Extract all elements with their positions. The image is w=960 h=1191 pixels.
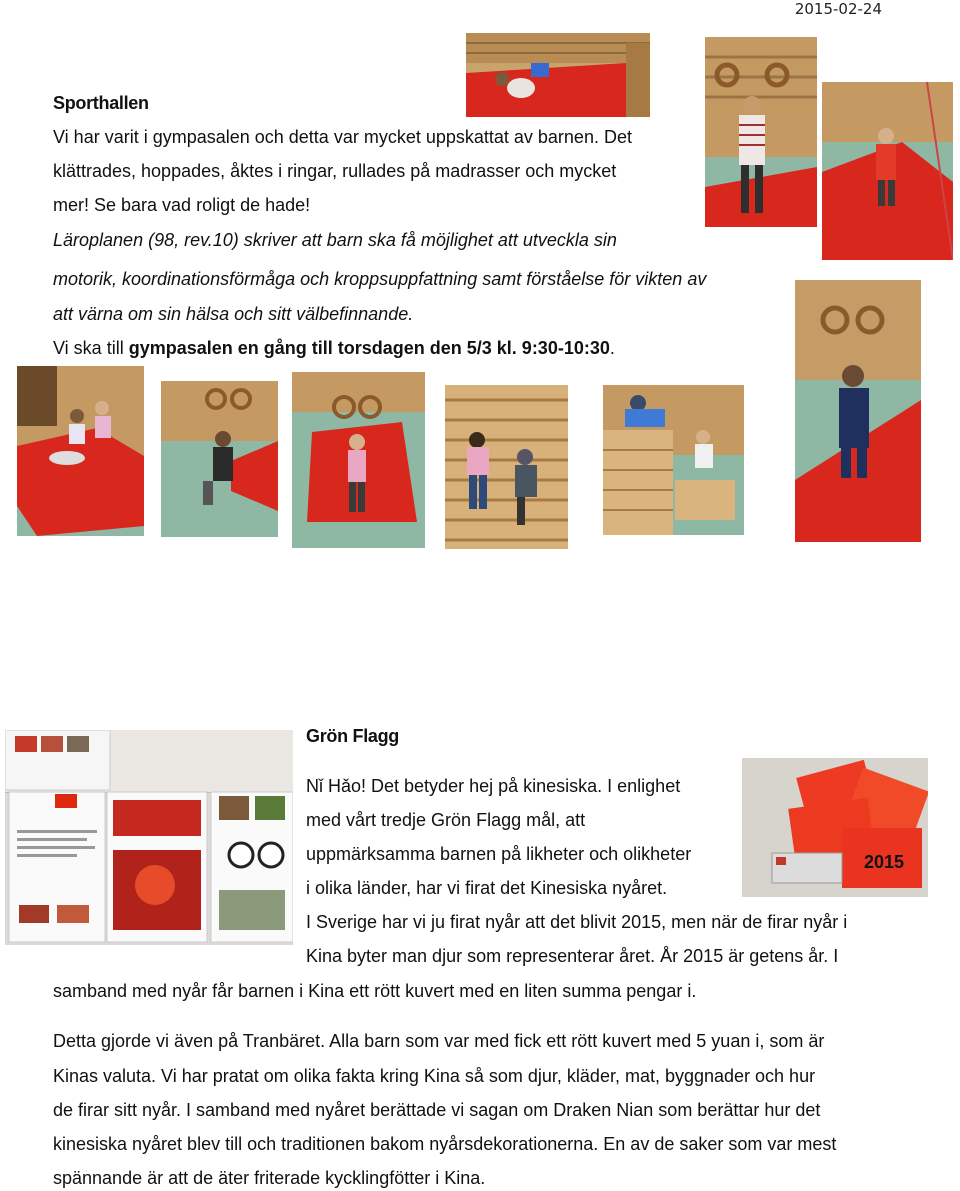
gron-flagg-heading: Grön Flagg [306, 726, 399, 746]
photo-children-on-vaulting-box [603, 385, 744, 535]
sporthallen-line-3: mer! Se bara vad roligt de hade! [53, 195, 311, 215]
sporthallen-line-1: Vi har varit i gympasalen och detta var mycket uppskattat av barnen. Det [53, 127, 632, 147]
sporthallen-heading: Sporthallen [53, 93, 149, 113]
page-date: 2015-02-24 [794, 0, 882, 18]
photo-children-climbing-wall-bars [445, 385, 568, 549]
photo-china-poster-wall [5, 730, 293, 945]
gron-flagg-line-2: med vårt tredje Grön Flagg mål, att [306, 810, 586, 830]
next-visit-date: gympasalen en gång till torsdagen den 5/3 kl. 9:30-10:30 [128, 338, 610, 358]
next-visit-suffix: . [609, 338, 615, 358]
photo-child-on-rings [705, 37, 817, 227]
photo-boy-hanging-rings [795, 280, 921, 542]
curriculum-line-3: att värna om sin hälsa och sitt välbefinnande. [53, 304, 414, 324]
gron-flagg-line-3: uppmärksamma barnen på likheter och olikheter [306, 844, 692, 864]
gron-flagg-line-5: I Sverige har vi ju firat nyår att det blivit 2015, men när de firar nyår i [306, 912, 848, 932]
gron-flagg-line-7: samband med nyår får barnen i Kina ett rött kuvert med en liten summa pengar i. [53, 981, 697, 1001]
sporthallen-line-2: klättrades, hoppades, åktes i ringar, rullades på madrasser och mycket [53, 161, 617, 181]
next-visit-prefix: Vi ska till [53, 338, 129, 358]
gron-flagg-line-1: Nǐ Hǎo! Det betyder hej på kinesiska. I enlighet [306, 776, 681, 796]
curriculum-line-2: motorik, koordinationsförmåga och kroppsuppfattning samt förståelse för vikten av [53, 269, 707, 289]
envelope-year-text: 2015 [864, 852, 905, 872]
gron-flagg-line-6: Kina byter man djur som representerar året. År 2015 är getens år. I [306, 946, 839, 966]
photo-child-swinging-rings [161, 381, 278, 537]
photo-children-on-mattress [17, 366, 144, 536]
photo-red-envelopes [742, 758, 928, 897]
tranbaret-line-3: de firar sitt nyår. I samband med nyåret berättade vi sagan om Draken Nian som berättar hur det [53, 1100, 821, 1120]
tranbaret-line-5: spännande är att de äter friterade kycklingfötter i Kina. [53, 1168, 486, 1188]
tranbaret-line-1: Detta gjorde vi även på Tranbäret. Alla barn som var med fick ett rött kuvert med 5 yuan i, som är [53, 1031, 825, 1051]
photo-girl-rings-red-mat [292, 372, 425, 548]
tranbaret-line-4: kinesiska nyåret blev till och traditionen bakom nyårsdekorationerna. En av de saker som var mest [53, 1134, 837, 1154]
next-visit-line [53, 337, 615, 359]
tranbaret-line-2: Kinas valuta. Vi har pratat om olika fakta kring Kina så som djur, kläder, mat, byggnader och hur [53, 1066, 816, 1086]
gron-flagg-line-4: i olika länder, har vi firat det Kinesiska nyåret. [306, 878, 668, 898]
curriculum-line-1: Läroplanen (98, rev.10) skriver att barn ska få möjlighet att utveckla sin [53, 230, 617, 250]
photo-child-crawling-on-mat [466, 33, 650, 117]
photo-girl-on-rings [822, 82, 953, 260]
